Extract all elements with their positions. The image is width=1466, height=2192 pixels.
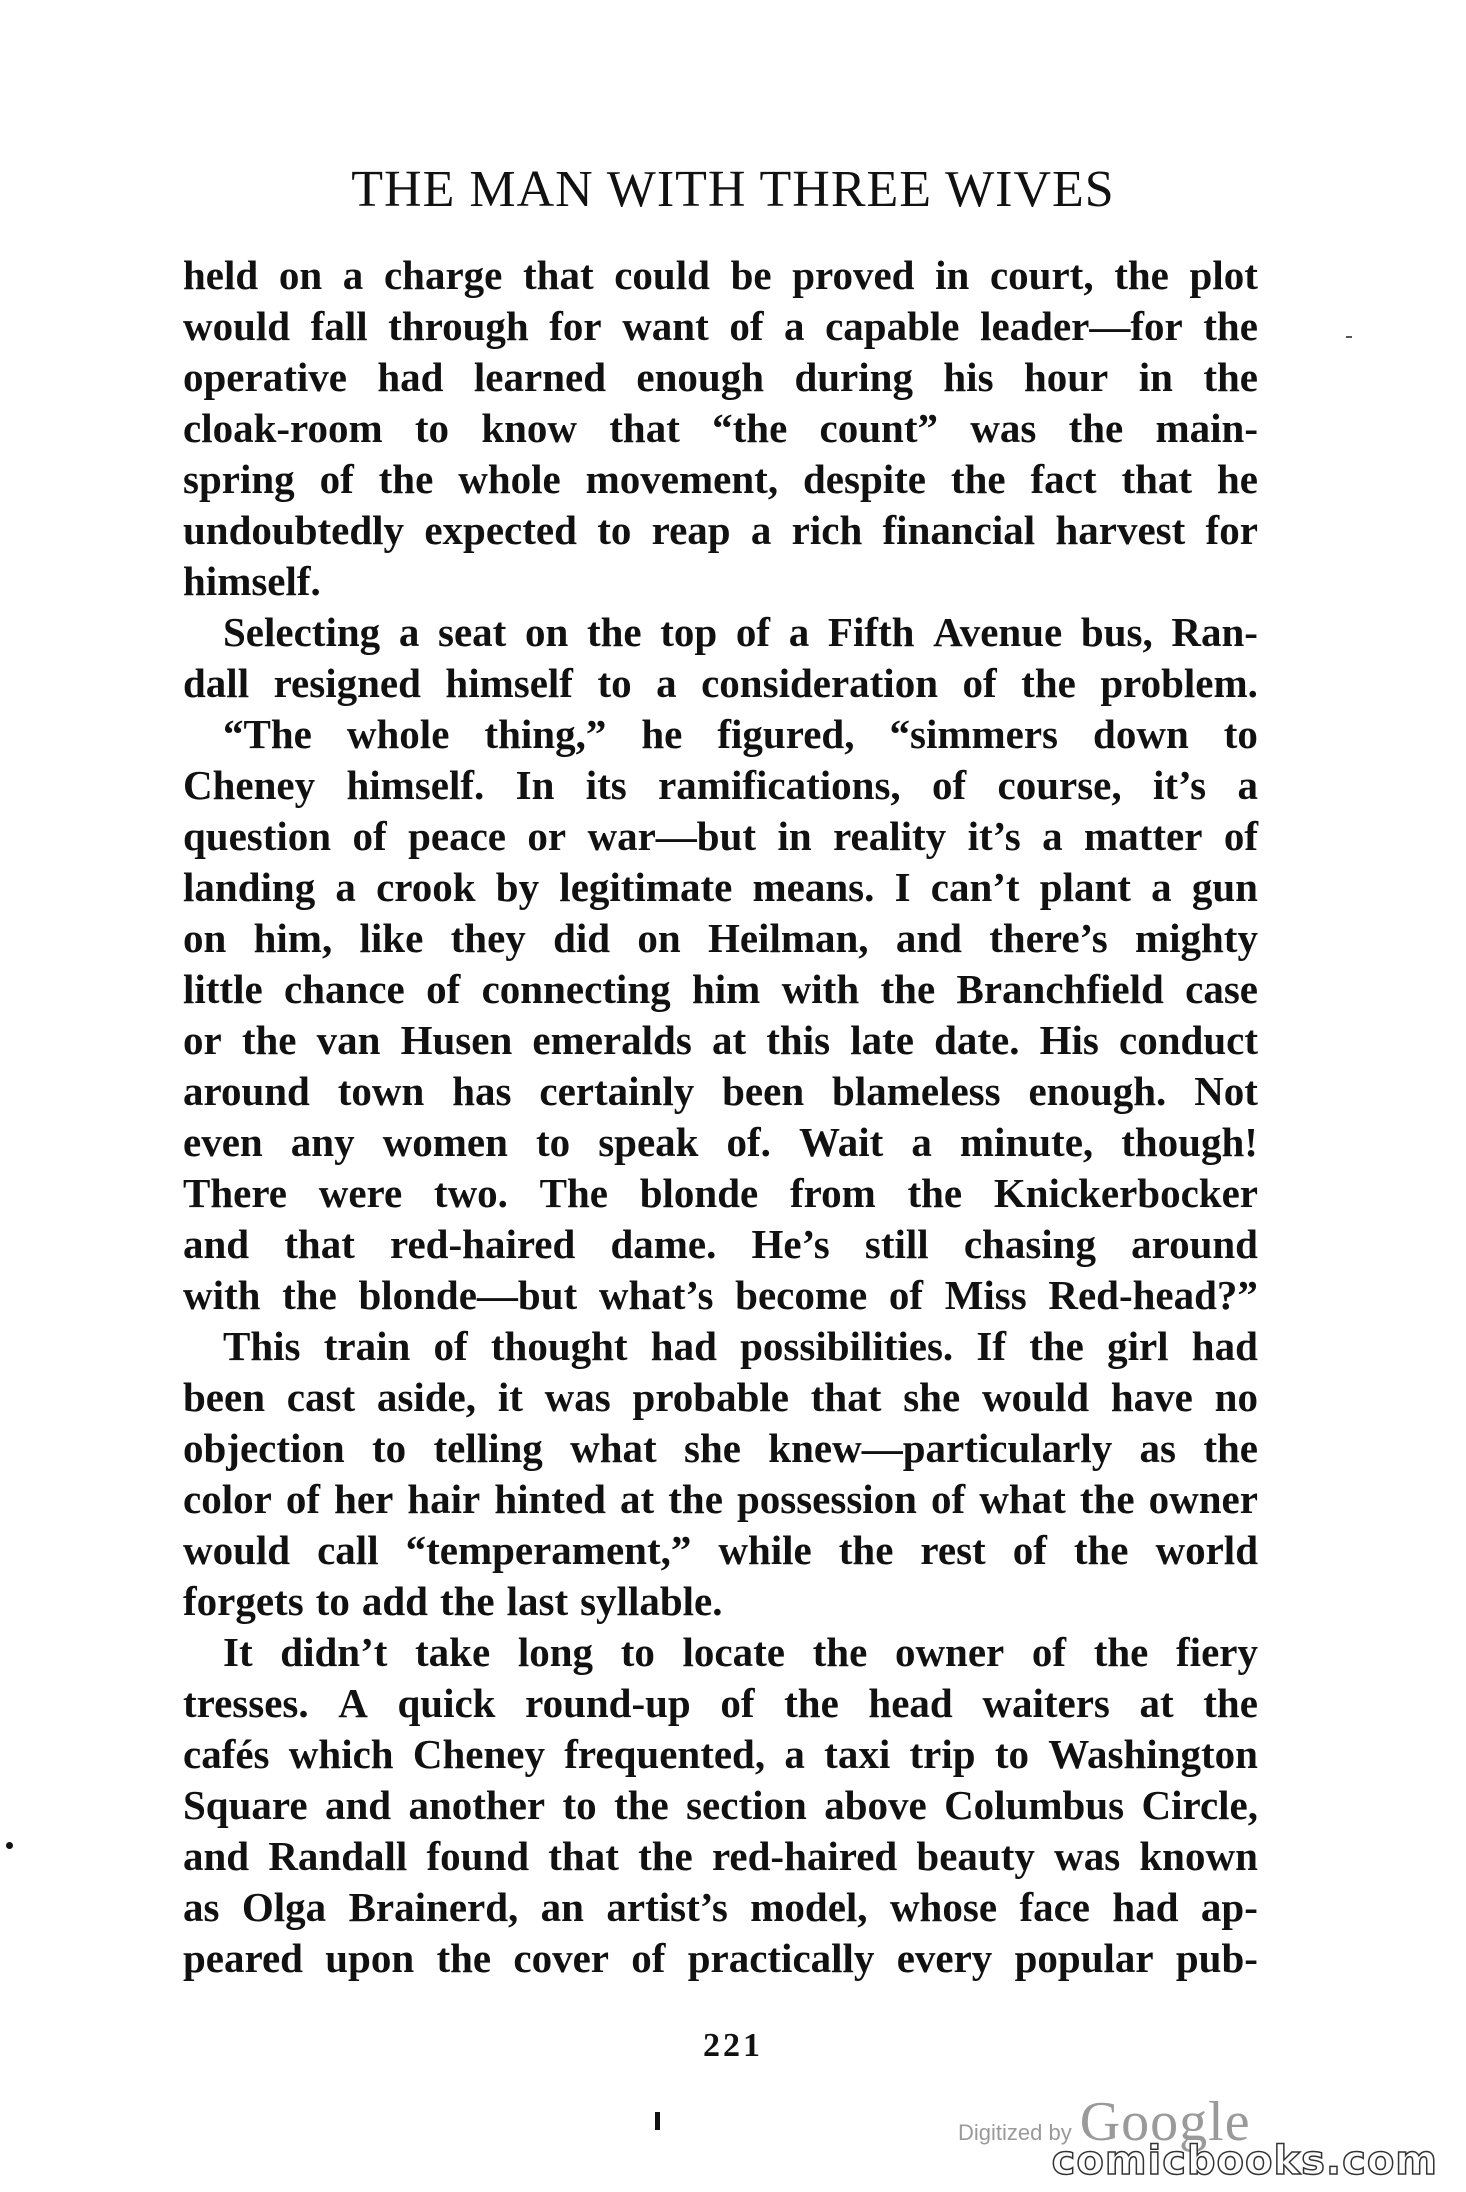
body-text xyxy=(183,250,1258,1984)
text-line: dall resigned himself to a consideration of the problem. xyxy=(183,660,1258,706)
text-line: operative had learned enough during his hour in the xyxy=(183,354,1258,400)
text-line: color of her hair hinted at the possession of what the owner xyxy=(183,1476,1258,1522)
text-line: peared upon the cover of practically every popular pub- xyxy=(183,1935,1258,1981)
text-line: landing a crook by legitimate means. I can’t plant a gun xyxy=(183,864,1258,910)
text-line: around town has certainly been blameless enough. Not xyxy=(183,1068,1258,1114)
text-line: undoubtedly expected to reap a rich financial harvest for xyxy=(183,507,1258,553)
text-line: on him, like they did on Heilman, and there’s mighty xyxy=(183,915,1258,961)
text-line: with the blonde—but what’s become of Miss Red-head?” xyxy=(183,1272,1258,1318)
text-line: question of peace or war—but in reality it’s a matter of xyxy=(183,813,1258,859)
text-line: little chance of connecting him with the Branchfield case xyxy=(183,966,1258,1012)
page-number: 221 xyxy=(703,2027,763,2064)
text-line: held on a charge that could be proved in court, the plot xyxy=(183,252,1258,298)
site-watermark: comicbooks.com xyxy=(1051,2138,1438,2184)
text-line: Square and another to the section above Columbus Circle, xyxy=(183,1782,1258,1828)
margin-speck xyxy=(6,1842,13,1849)
text-line: even any women to speak of. Wait a minute, though! xyxy=(183,1119,1258,1165)
text-line: This train of thought had possibilities. If the girl had xyxy=(223,1323,1258,1369)
text-line: would call “temperament,” while the rest of the world xyxy=(183,1527,1258,1573)
text-line: tresses. A quick round-up of the head waiters at the xyxy=(183,1680,1258,1726)
text-line: cafés which Cheney frequented, a taxi trip to Washington xyxy=(183,1731,1258,1777)
digitized-by-label: Digitized by xyxy=(958,2120,1072,2145)
text-line: Selecting a seat on the top of a Fifth Avenue bus, Ran- xyxy=(223,609,1258,655)
text-line: would fall through for want of a capable leader—for the xyxy=(183,303,1258,349)
text-line: objection to telling what she knew—particularly as the xyxy=(183,1425,1258,1471)
text-line: or the van Husen emeralds at this late date. His conduct xyxy=(183,1017,1258,1063)
google-wordmark: Google xyxy=(1079,2091,1251,2153)
text-line: been cast aside, it was probable that she would have no xyxy=(183,1374,1258,1420)
text-line: spring of the whole movement, despite the fact that he xyxy=(183,456,1258,502)
text-line: and that red-haired dame. He’s still chasing around xyxy=(183,1221,1258,1267)
text-line: cloak-room to know that “the count” was the main- xyxy=(183,405,1258,451)
running-title: THE MAN WITH THREE WIVES xyxy=(351,161,1115,218)
print-mark xyxy=(655,2112,660,2130)
text-line: and Randall found that the red-haired beauty was known xyxy=(183,1833,1258,1879)
text-line: There were two. The blonde from the Knickerbocker xyxy=(183,1170,1258,1216)
text-line: forgets to add the last syllable. xyxy=(183,1578,723,1624)
text-line: as Olga Brainerd, an artist’s model, whose face had ap- xyxy=(183,1884,1258,1930)
margin-dash xyxy=(1346,336,1352,338)
text-line: Cheney himself. In its ramifications, of course, it’s a xyxy=(183,762,1258,808)
text-line: It didn’t take long to locate the owner of the fiery xyxy=(223,1629,1258,1675)
text-line: “The whole thing,” he figured, “simmers down to xyxy=(223,711,1258,757)
text-line: himself. xyxy=(183,558,321,604)
